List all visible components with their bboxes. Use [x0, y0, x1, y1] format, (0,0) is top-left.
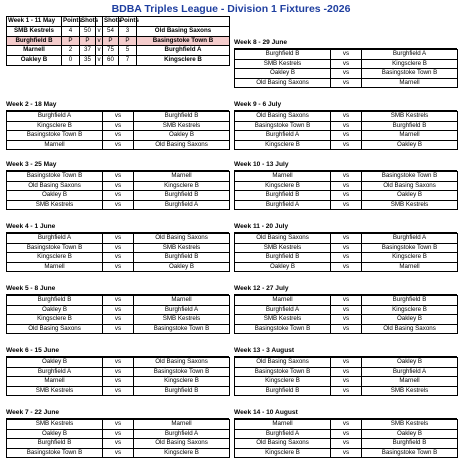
- fixture-row: [235, 234, 458, 244]
- fixture-week-14: [234, 408, 457, 458]
- home-team: Marnell: [235, 296, 331, 306]
- away-team: Marnell: [134, 420, 230, 430]
- versus-label: vs: [103, 386, 134, 396]
- home-team: Basingstoke Town B: [235, 121, 331, 131]
- fixture-row: [7, 253, 230, 263]
- versus-mark: v: [96, 46, 103, 56]
- home-shots: 35: [80, 56, 96, 66]
- fixture-week-6: [6, 346, 229, 396]
- versus-label: vs: [103, 253, 134, 263]
- home-team: Kingsclere B: [7, 253, 103, 263]
- away-team: Oakley B: [362, 429, 458, 439]
- home-shots: P: [80, 36, 96, 46]
- fixture-week-10: [234, 160, 457, 210]
- away-team: Old Basing Saxons: [134, 358, 230, 368]
- week-1-result-row: [7, 56, 230, 66]
- home-points: 2: [62, 46, 80, 56]
- fixture-week-8: [234, 38, 457, 88]
- versus-mark: v: [96, 36, 103, 46]
- away-team: SMB Kestrels: [362, 112, 458, 122]
- home-team: Old Basing Saxons: [235, 234, 331, 244]
- home-team: Kingsclere B: [235, 181, 331, 191]
- home-shots: 50: [80, 26, 96, 36]
- fixture-table: [6, 111, 230, 150]
- versus-label: vs: [331, 140, 362, 150]
- home-team: Burghfield B: [235, 191, 331, 201]
- away-team: SMB Kestrels: [134, 315, 230, 325]
- versus-label: vs: [331, 112, 362, 122]
- away-team: Oakley B: [362, 140, 458, 150]
- home-shots: 37: [80, 46, 96, 56]
- home-team: Marnell: [7, 140, 103, 150]
- points-header-2: Points: [119, 17, 137, 27]
- fixture-row: [235, 59, 458, 69]
- home-team: Marnell: [7, 377, 103, 387]
- away-team: Basingstoke Town B: [134, 324, 230, 334]
- fixture-row: [7, 429, 230, 439]
- week-1-results-table: [6, 16, 230, 66]
- home-team: Kingsclere B: [7, 315, 103, 325]
- home-team: Oakley B: [7, 358, 103, 368]
- away-team: Kingsclere B: [362, 305, 458, 315]
- away-team: Burghfield B: [362, 296, 458, 306]
- away-points: 7: [119, 56, 137, 66]
- away-team: Basingstoke Town B: [362, 243, 458, 253]
- versus-label: vs: [331, 59, 362, 69]
- away-team: Marnell: [134, 172, 230, 182]
- home-team: Burghfield B: [235, 253, 331, 263]
- fixture-row: [235, 305, 458, 315]
- versus-label: vs: [103, 324, 134, 334]
- home-points: P: [62, 36, 80, 46]
- versus-label: vs: [331, 358, 362, 368]
- away-team: Kingsclere B: [134, 181, 230, 191]
- fixture-row: [235, 112, 458, 122]
- home-team: Burghfield A: [235, 200, 331, 210]
- away-shots: 75: [103, 46, 119, 56]
- versus-label: vs: [103, 420, 134, 430]
- home-team: Marnell: [235, 172, 331, 182]
- page-title: BDBA Triples League - Division 1 Fixtures -2026: [111, 3, 351, 15]
- away-team: Marnell: [362, 131, 458, 141]
- away-team: Oakley B: [362, 191, 458, 201]
- fixture-row: [235, 69, 458, 79]
- home-team: Old Basing Saxons: [7, 324, 103, 334]
- versus-mark: v: [96, 26, 103, 36]
- week-heading: Week 7 - 22 June: [6, 408, 229, 419]
- week-heading: Week 3 - 25 May: [6, 160, 229, 171]
- home-team: Burghfield B: [7, 439, 103, 449]
- versus-label: vs: [103, 200, 134, 210]
- fixture-row: [7, 296, 230, 306]
- versus-label: vs: [331, 243, 362, 253]
- versus-label: vs: [103, 121, 134, 131]
- away-team: Kingsclere B: [134, 377, 230, 387]
- versus-label: vs: [331, 448, 362, 458]
- home-team: Basingstoke Town B: [7, 172, 103, 182]
- versus-label: vs: [103, 243, 134, 253]
- versus-label: vs: [331, 262, 362, 272]
- fixture-week-11: [234, 222, 457, 272]
- versus-label: vs: [331, 296, 362, 306]
- fixture-row: [235, 296, 458, 306]
- versus-label: vs: [103, 262, 134, 272]
- fixture-row: [235, 429, 458, 439]
- versus-label: vs: [331, 377, 362, 387]
- away-team: Old Basing Saxons: [362, 181, 458, 191]
- fixture-table: [234, 419, 458, 458]
- versus-label: vs: [331, 253, 362, 263]
- away-team: Burghfield A: [134, 200, 230, 210]
- versus-label: vs: [331, 324, 362, 334]
- home-team: Burghfield B: [7, 36, 62, 46]
- away-team: Burghfield B: [362, 439, 458, 449]
- home-team: Oakley B: [7, 191, 103, 201]
- away-team: SMB Kestrels: [362, 386, 458, 396]
- home-team: Basingstoke Town B: [235, 324, 331, 334]
- away-team: Old Basing Saxons: [137, 26, 230, 36]
- home-team: Kingsclere B: [235, 448, 331, 458]
- away-team: Burghfield B: [134, 386, 230, 396]
- home-team: Old Basing Saxons: [235, 112, 331, 122]
- fixture-table: [234, 233, 458, 272]
- home-team: Basingstoke Town B: [235, 367, 331, 377]
- away-team: Burghfield B: [362, 121, 458, 131]
- fixture-row: [235, 420, 458, 430]
- home-team: SMB Kestrels: [235, 59, 331, 69]
- fixture-row: [7, 448, 230, 458]
- versus-label: vs: [103, 112, 134, 122]
- away-team: Old Basing Saxons: [134, 234, 230, 244]
- fixture-week-7: [6, 408, 229, 458]
- fixture-week-5: [6, 284, 229, 334]
- away-shots: P: [103, 36, 119, 46]
- home-team: Basingstoke Town B: [7, 448, 103, 458]
- away-points: 5: [119, 46, 137, 56]
- versus-label: vs: [103, 140, 134, 150]
- versus-label: vs: [331, 191, 362, 201]
- away-team: Marnell: [134, 296, 230, 306]
- fixture-row: [235, 131, 458, 141]
- home-points: 0: [62, 56, 80, 66]
- fixture-table: [6, 357, 230, 396]
- versus-label: vs: [331, 429, 362, 439]
- home-team: Burghfield B: [7, 296, 103, 306]
- versus-label: vs: [331, 367, 362, 377]
- home-team: Oakley B: [7, 429, 103, 439]
- fixture-row: [7, 131, 230, 141]
- fixture-row: [235, 181, 458, 191]
- away-team: SMB Kestrels: [134, 121, 230, 131]
- fixture-row: [235, 121, 458, 131]
- home-team: Burghfield A: [7, 234, 103, 244]
- week-heading: Week 4 - 1 June: [6, 222, 229, 233]
- fixture-row: [235, 78, 458, 88]
- home-team: SMB Kestrels: [7, 386, 103, 396]
- week-heading: Week 13 - 3 August: [234, 346, 457, 357]
- fixture-table: [234, 49, 458, 88]
- week-heading: Week 14 - 10 August: [234, 408, 457, 419]
- fixture-table: [6, 171, 230, 210]
- away-team: Basingstoke Town B: [134, 367, 230, 377]
- week-heading: Week 12 - 27 July: [234, 284, 457, 295]
- fixture-row: [235, 324, 458, 334]
- fixture-row: [7, 234, 230, 244]
- home-team: Oakley B: [235, 69, 331, 79]
- fixture-row: [7, 191, 230, 201]
- fixture-row: [7, 386, 230, 396]
- fixture-week-4: [6, 222, 229, 272]
- away-team: Marnell: [362, 78, 458, 88]
- fixture-row: [235, 377, 458, 387]
- away-team: Kingsclere B: [137, 56, 230, 66]
- away-team: Burghfield A: [134, 429, 230, 439]
- fixture-row: [7, 315, 230, 325]
- versus-label: vs: [103, 305, 134, 315]
- versus-label: vs: [331, 131, 362, 141]
- versus-label: vs: [331, 69, 362, 79]
- versus-label: vs: [331, 439, 362, 449]
- fixture-row: [7, 305, 230, 315]
- away-points: 3: [119, 26, 137, 36]
- versus-label: vs: [331, 386, 362, 396]
- away-team: Burghfield B: [134, 112, 230, 122]
- versus-label: vs: [331, 234, 362, 244]
- home-team: Burghfield A: [235, 131, 331, 141]
- home-team: SMB Kestrels: [7, 200, 103, 210]
- versus-label: vs: [103, 315, 134, 325]
- versus-label: vs: [103, 448, 134, 458]
- fixture-row: [235, 358, 458, 368]
- versus-label: vs: [331, 200, 362, 210]
- home-team: Burghfield A: [7, 367, 103, 377]
- shots-header-2: Shots: [103, 17, 119, 27]
- home-team: Kingsclere B: [7, 121, 103, 131]
- versus-mark: v: [96, 56, 103, 66]
- week-heading: Week 9 - 6 July: [234, 100, 457, 111]
- away-team: Basingstoke Town B: [362, 448, 458, 458]
- fixture-row: [7, 324, 230, 334]
- away-team: Burghfield A: [362, 367, 458, 377]
- away-team: Burghfield A: [362, 50, 458, 60]
- away-team: Kingsclere B: [134, 448, 230, 458]
- home-team: Marnell: [235, 420, 331, 430]
- home-team: Oakley B: [7, 56, 62, 66]
- fixture-row: [7, 377, 230, 387]
- fixture-table: [6, 295, 230, 334]
- week-1-result-row: [7, 36, 230, 46]
- fixture-row: [235, 315, 458, 325]
- away-team: Kingsclere B: [362, 59, 458, 69]
- versus-label: vs: [331, 420, 362, 430]
- fixture-row: [235, 243, 458, 253]
- fixture-table: [234, 357, 458, 396]
- fixture-row: [235, 253, 458, 263]
- away-shots: 60: [103, 56, 119, 66]
- week-heading: Week 2 - 18 May: [6, 100, 229, 111]
- away-team: Old Basing Saxons: [362, 324, 458, 334]
- week-1-header-row: [7, 17, 230, 27]
- fixture-table: [234, 295, 458, 334]
- fixture-row: [7, 262, 230, 272]
- home-team: Basingstoke Town B: [7, 131, 103, 141]
- away-shots: 54: [103, 26, 119, 36]
- week-heading: Week 8 - 29 June: [234, 38, 457, 49]
- week-1-result-row: [7, 46, 230, 56]
- away-team: Marnell: [362, 262, 458, 272]
- versus-label: vs: [331, 305, 362, 315]
- away-header: [137, 17, 230, 27]
- fixture-week-13: [234, 346, 457, 396]
- fixture-row: [7, 172, 230, 182]
- fixture-row: [7, 439, 230, 449]
- fixture-row: [7, 200, 230, 210]
- points-header: Points: [62, 17, 80, 27]
- versus-label: vs: [331, 315, 362, 325]
- fixture-table: [234, 171, 458, 210]
- home-team: Burghfield A: [235, 305, 331, 315]
- versus-label: vs: [103, 181, 134, 191]
- home-team: Old Basing Saxons: [7, 181, 103, 191]
- week-1-result-row: [7, 26, 230, 36]
- versus-label: vs: [103, 439, 134, 449]
- fixture-week-12: [234, 284, 457, 334]
- week-1-results: [6, 16, 229, 66]
- versus-label: vs: [103, 191, 134, 201]
- home-team: Old Basing Saxons: [235, 439, 331, 449]
- away-team: Oakley B: [134, 262, 230, 272]
- versus-label: vs: [103, 296, 134, 306]
- fixture-row: [235, 172, 458, 182]
- home-team: Marnell: [7, 262, 103, 272]
- home-points: 4: [62, 26, 80, 36]
- fixture-row: [7, 243, 230, 253]
- fixture-row: [7, 181, 230, 191]
- fixture-row: [7, 121, 230, 131]
- home-team: SMB Kestrels: [235, 243, 331, 253]
- fixture-table: [234, 111, 458, 150]
- fixture-row: [235, 140, 458, 150]
- away-team: Basingstoke Town B: [362, 172, 458, 182]
- fixture-row: [235, 386, 458, 396]
- away-team: Oakley B: [362, 315, 458, 325]
- away-team: Burghfield A: [134, 305, 230, 315]
- week-heading: Week 5 - 8 June: [6, 284, 229, 295]
- away-team: Old Basing Saxons: [134, 140, 230, 150]
- fixture-table: [6, 233, 230, 272]
- fixture-row: [235, 191, 458, 201]
- versus-label: vs: [103, 234, 134, 244]
- shots-header: Shots: [80, 17, 96, 27]
- week-1-label: Week 1 - 11 May: [7, 17, 62, 27]
- away-team: Burghfield B: [134, 191, 230, 201]
- versus-label: vs: [103, 367, 134, 377]
- fixture-row: [7, 112, 230, 122]
- home-team: Old Basing Saxons: [235, 358, 331, 368]
- home-team: Burghfield B: [235, 50, 331, 60]
- versus-label: vs: [331, 50, 362, 60]
- week-heading: Week 11 - 20 July: [234, 222, 457, 233]
- away-team: Oakley B: [134, 131, 230, 141]
- fixture-row: [7, 140, 230, 150]
- fixture-week-9: [234, 100, 457, 150]
- home-team: SMB Kestrels: [7, 26, 62, 36]
- fixture-row: [235, 439, 458, 449]
- week-heading: Week 10 - 13 July: [234, 160, 457, 171]
- home-team: Marnell: [7, 46, 62, 56]
- fixture-row: [7, 367, 230, 377]
- home-team: Kingsclere B: [235, 140, 331, 150]
- away-team: Basingstoke Town B: [362, 69, 458, 79]
- home-team: Burghfield A: [235, 429, 331, 439]
- away-team: Old Basing Saxons: [134, 439, 230, 449]
- versus-label: vs: [331, 181, 362, 191]
- fixture-week-2: [6, 100, 229, 150]
- versus-label: vs: [331, 172, 362, 182]
- away-team: Basingstoke Town B: [137, 36, 230, 46]
- home-team: Kingsclere B: [235, 377, 331, 387]
- home-team: SMB Kestrels: [7, 420, 103, 430]
- versus-label: vs: [103, 172, 134, 182]
- away-points: P: [119, 36, 137, 46]
- away-team: SMB Kestrels: [134, 243, 230, 253]
- versus-label: vs: [331, 78, 362, 88]
- fixture-row: [235, 367, 458, 377]
- versus-label: vs: [103, 131, 134, 141]
- home-team: Oakley B: [7, 305, 103, 315]
- away-team: SMB Kestrels: [362, 420, 458, 430]
- away-team: Oakley B: [362, 358, 458, 368]
- away-team: Burghfield A: [362, 234, 458, 244]
- versus-label: vs: [103, 377, 134, 387]
- fixture-row: [235, 262, 458, 272]
- versus-label: vs: [103, 429, 134, 439]
- fixture-row: [235, 200, 458, 210]
- away-team: Burghfield A: [137, 46, 230, 56]
- fixture-row: [7, 420, 230, 430]
- home-team: SMB Kestrels: [235, 315, 331, 325]
- versus-label: vs: [331, 121, 362, 131]
- versus-label: vs: [103, 358, 134, 368]
- away-team: Burghfield B: [134, 253, 230, 263]
- home-team: Burghfield A: [7, 112, 103, 122]
- fixture-week-3: [6, 160, 229, 210]
- home-team: Oakley B: [235, 262, 331, 272]
- away-team: SMB Kestrels: [362, 200, 458, 210]
- fixture-table: [6, 419, 230, 458]
- home-team: Burghfield B: [235, 386, 331, 396]
- week-heading: Week 6 - 15 June: [6, 346, 229, 357]
- away-team: Kingsclere B: [362, 253, 458, 263]
- home-team: Old Basing Saxons: [235, 78, 331, 88]
- away-team: Marnell: [362, 377, 458, 387]
- home-team: Basingstoke Town B: [7, 243, 103, 253]
- fixture-row: [235, 448, 458, 458]
- fixture-row: [235, 50, 458, 60]
- fixture-row: [7, 358, 230, 368]
